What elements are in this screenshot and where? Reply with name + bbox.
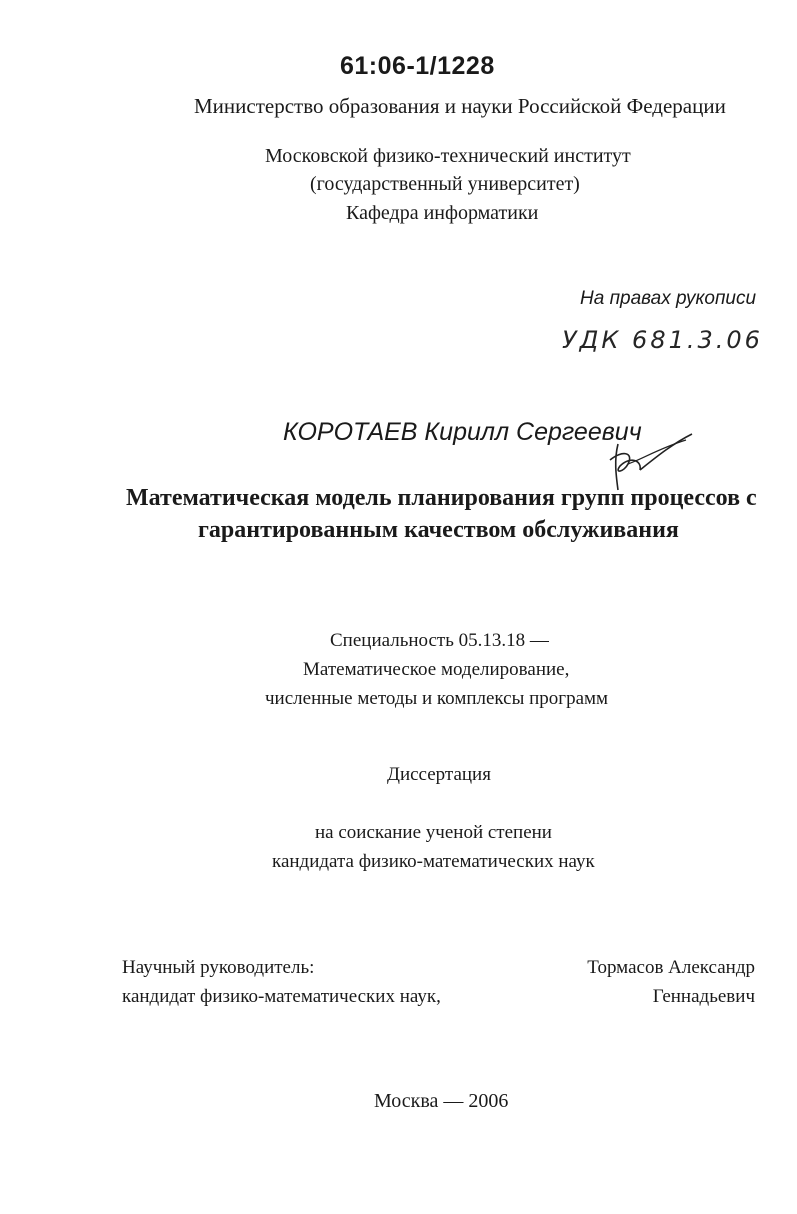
document-type: Диссертация — [387, 764, 491, 785]
advisor-rank: кандидат физико-математических наук, — [122, 986, 441, 1007]
rights-note: На правах рукописи — [580, 288, 757, 309]
department-name: Кафедра информатики — [346, 202, 539, 224]
specialty-line-3: численные методы и комплексы программ — [265, 688, 609, 709]
degree-line-1: на соискание ученой степени — [315, 822, 552, 843]
ministry-name: Министерство образования и науки Российской Федерации — [194, 94, 726, 118]
advisor-label: Научный руководитель: — [122, 957, 315, 978]
author-name: КОРОТАЕВ Кирилл Сергеевич — [283, 418, 642, 446]
udk-code: УДК 681.3.06 — [562, 326, 763, 354]
institute-name: Московской физико-технический институт — [265, 145, 631, 167]
specialty-line-2: Математическое моделирование, — [303, 659, 570, 680]
reference-number: 61:06-1/1228 — [340, 52, 495, 80]
degree-line-2: кандидата физико-математических наук — [272, 851, 595, 872]
thesis-title-line-2: гарантированным качеством обслуживания — [198, 517, 679, 543]
advisor-name-line-2: Геннадьевич — [652, 986, 755, 1007]
city-year: Москва — 2006 — [374, 1090, 509, 1112]
thesis-title-line-1: Математическая модель планирования групп процессов с — [126, 485, 757, 511]
advisor-name-line-1: Тормасов Александр — [587, 957, 755, 978]
institute-status: (государственный университет) — [310, 173, 580, 195]
specialty-line-1: Специальность 05.13.18 — — [330, 630, 549, 651]
